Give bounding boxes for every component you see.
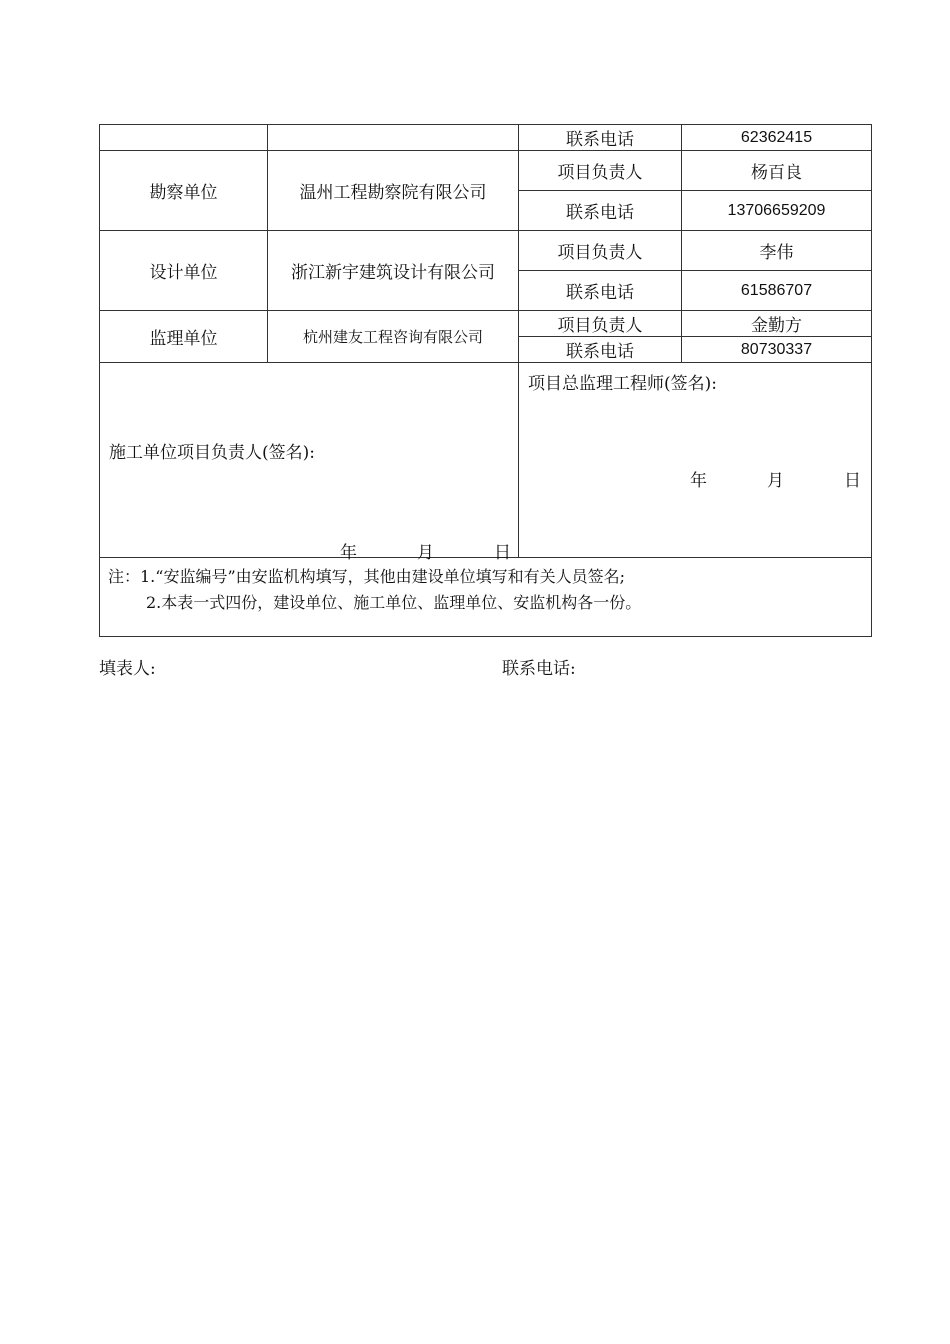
supervisor-signature-label: 项目总监理工程师(签名): <box>528 374 717 394</box>
contact-label: 联系电话 <box>519 337 682 363</box>
note-row <box>100 558 872 637</box>
manager-label: 项目负责人 <box>519 151 682 191</box>
table-row <box>100 151 872 191</box>
design-company: 浙江新宇建筑设计有限公司 <box>268 231 519 311</box>
supervisor-date <box>519 466 872 491</box>
day-label: 日 <box>494 543 511 563</box>
construction-signature-cell <box>100 363 519 563</box>
day-label: 日 <box>844 471 861 491</box>
survey-company: 温州工程勘察院有限公司 <box>268 151 519 231</box>
manager-value: 李伟 <box>682 231 872 271</box>
manager-value: 杨百良 <box>682 151 872 191</box>
contact-value: 80730337 <box>682 337 872 363</box>
supervision-unit-label: 监理单位 <box>100 311 268 363</box>
manager-value: 金勤方 <box>682 311 872 337</box>
note-cell <box>100 558 872 637</box>
contact-label: 联系电话 <box>519 271 682 311</box>
note-line-2: 2.本表一式四份，建设单位、施工单位、监理单位、安监机构各一份。 <box>146 593 642 612</box>
signature-row <box>100 363 872 558</box>
design-unit-label: 设计单位 <box>100 231 268 311</box>
contact-label: 联系电话 <box>519 125 682 151</box>
table-row <box>100 231 872 271</box>
table-row <box>100 125 872 151</box>
survey-unit-label: 勘察单位 <box>100 151 268 231</box>
manager-label: 项目负责人 <box>519 231 682 271</box>
supervision-company: 杭州建友工程咨询有限公司 <box>268 311 519 363</box>
contact-value: 61586707 <box>682 271 872 311</box>
month-label: 月 <box>767 471 784 491</box>
note-line-1: 注：1.“安监编号”由安监机构填写，其他由建设单位填写和有关人员签名; <box>108 567 626 586</box>
year-label: 年 <box>690 471 707 491</box>
footer-phone-label: 联系电话: <box>502 659 576 679</box>
registration-table <box>99 124 872 637</box>
month-label: 月 <box>417 543 434 563</box>
blank-cell <box>100 125 268 151</box>
filler-label: 填表人: <box>99 659 156 679</box>
contact-value: 62362415 <box>682 125 872 151</box>
contact-label: 联系电话 <box>519 191 682 231</box>
manager-label: 项目负责人 <box>519 311 682 337</box>
blank-cell <box>268 125 519 151</box>
construction-signature-label: 施工单位项目负责人(签名): <box>109 443 315 463</box>
contact-value: 13706659209 <box>682 191 872 231</box>
supervisor-signature-cell <box>519 363 872 558</box>
year-label: 年 <box>340 543 357 563</box>
table-row <box>100 311 872 337</box>
